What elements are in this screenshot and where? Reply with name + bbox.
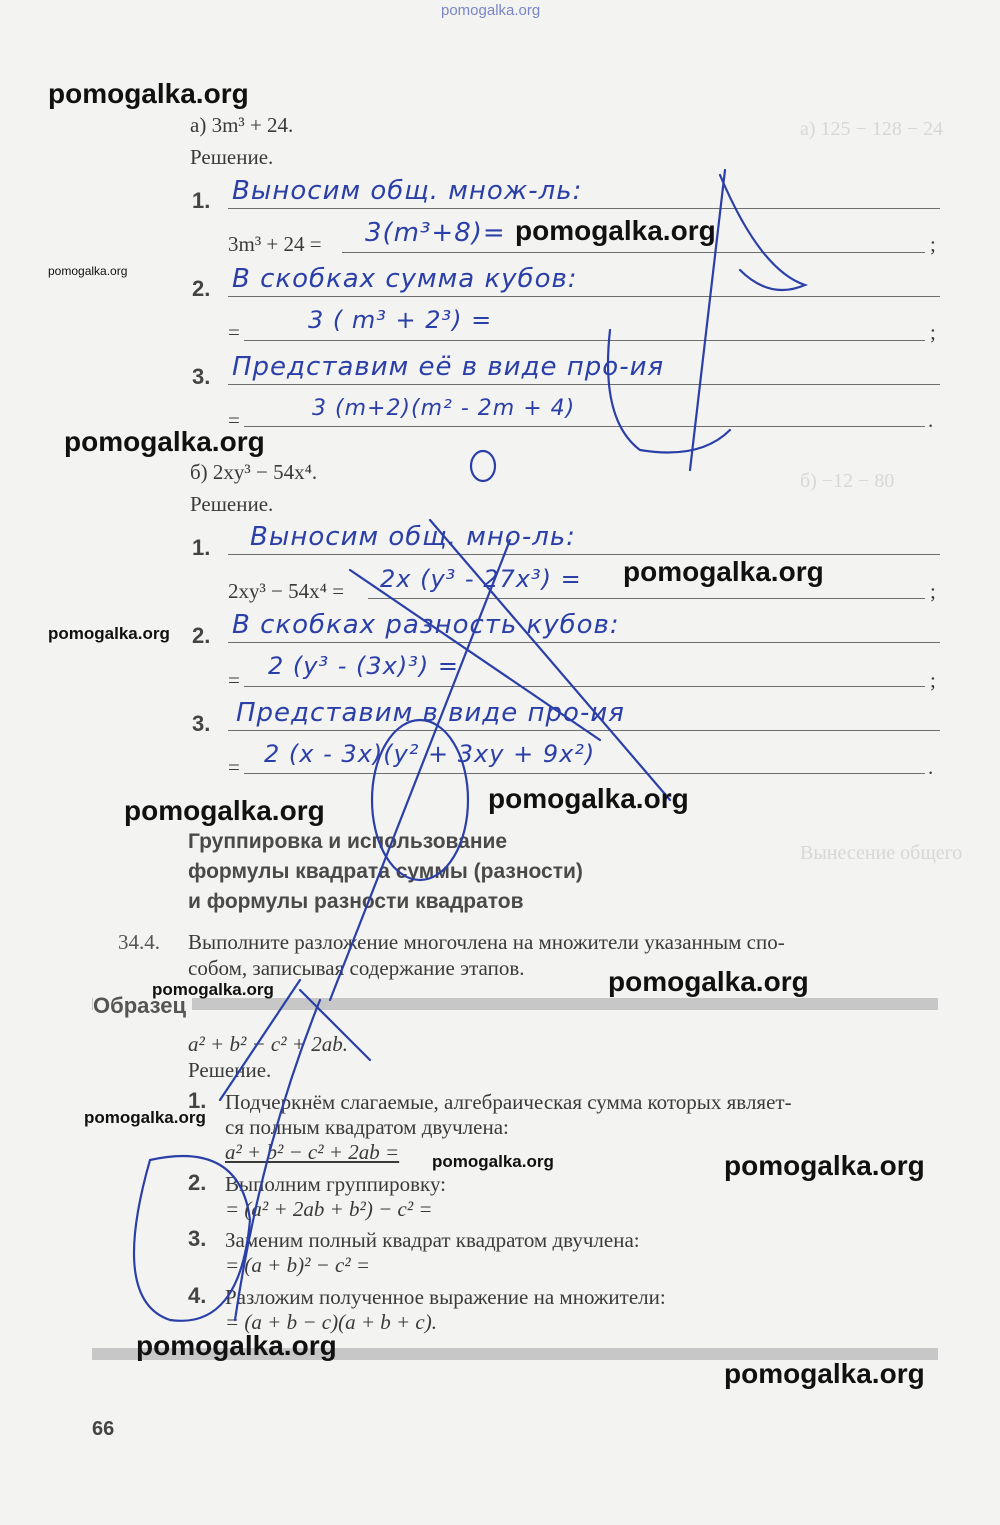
ink-long-stroke <box>235 1000 320 1320</box>
task-b-step2-number: 2. <box>192 623 211 648</box>
task-a-line2-handwriting: 3(m³+8)= <box>365 218 506 248</box>
watermark: pomogalka.org <box>432 1152 554 1171</box>
header-site-name: pomogalka.org <box>441 2 541 19</box>
ink-diagonal-stroke <box>350 570 600 740</box>
task-a-step2-handwriting: В скобках сумма кубов: <box>232 264 578 294</box>
task-b-line6-suffix: . <box>928 755 934 779</box>
section-heading-line3: и формулы разности квадратов <box>188 890 524 913</box>
sample-expression: a² + b² − c² + 2ab. <box>188 1032 348 1056</box>
watermark: pomogalka.org <box>64 426 265 457</box>
watermark: pomogalka.org <box>48 264 128 278</box>
sample-label: Образец <box>93 993 192 1019</box>
ink-arc-top <box>608 330 730 453</box>
task-b-line2-prefix: 2xy³ − 54x⁴ = <box>228 579 345 603</box>
sample-step4-line2: = (a + b − c)(a + b + c). <box>225 1310 437 1334</box>
sample-solution-label: Решение. <box>188 1058 272 1082</box>
exercise-number: 34.4. <box>118 930 160 954</box>
task-a-step3-handwriting: Представим её в виде про-ия <box>232 352 665 382</box>
bleed-through-text: Вынесение общего <box>800 842 963 864</box>
task-b-line4-prefix: = <box>228 668 240 692</box>
task-a-step1-handwriting: Выносим общ. множ-ль: <box>232 176 583 206</box>
watermark: pomogalka.org <box>608 966 809 997</box>
task-b-step3-number: 3. <box>192 711 211 736</box>
watermark: pomogalka.org <box>488 783 689 814</box>
sample-step1-number: 1. <box>188 1088 207 1113</box>
task-b-step1-number: 1. <box>192 535 211 560</box>
task-a-line2-prefix: 3m³ + 24 = <box>228 232 322 256</box>
task-b-line6-handwriting: 2 (x - 3x)(y² + 3xy + 9x²) <box>264 740 596 768</box>
sample-step3-line2: = (a + b)² − c² = <box>225 1253 371 1277</box>
exercise-text-line1: Выполните разложение многочлена на множители указанным спо- <box>188 930 785 954</box>
ink-circle-large <box>372 720 468 880</box>
task-a-title: а) 3m³ + 24. <box>190 113 294 137</box>
bleed-through-text: б) −12 − 80 <box>800 470 895 492</box>
task-a-line2-suffix: ; <box>930 232 936 256</box>
task-b-step1-handwriting: Выносим общ. мно-ль: <box>250 522 576 552</box>
watermark: pomogalka.org <box>724 1358 925 1389</box>
watermark: pomogalka.org <box>136 1330 337 1361</box>
sample-step2-number: 2. <box>188 1170 207 1195</box>
watermark: pomogalka.org <box>84 1108 206 1127</box>
task-a-line4-prefix: = <box>228 320 240 344</box>
task-b-title: б) 2xy³ − 54x⁴. <box>190 460 318 484</box>
bleed-through-text: а) 125 − 128 − 24 <box>800 118 944 140</box>
sample-step2-line1: Выполним группировку: <box>225 1172 447 1196</box>
ink-cross-stroke <box>330 540 510 1000</box>
sample-step4-line1: Разложим полученное выражение на множители: <box>225 1285 666 1309</box>
sample-step4-number: 4. <box>188 1283 207 1308</box>
ink-circle-small <box>471 451 495 481</box>
sample-step1-line1: Подчеркнём слагаемые, алгебраическая сумма которых являет- <box>225 1090 792 1114</box>
task-b-line4-suffix: ; <box>930 668 936 692</box>
task-b-line2-handwriting: 2x (y³ - 27x³) = <box>380 565 582 593</box>
task-b-line4-handwriting: 2 (y³ - (3x)³) = <box>268 652 459 680</box>
task-b-step2-handwriting: В скобках разность кубов: <box>232 610 620 640</box>
task-b-step3-handwriting: Представим в виде про-ия <box>236 698 625 728</box>
sample-step1-line3: a² + b² − c² + 2ab = <box>225 1140 400 1164</box>
task-a-line6-suffix: . <box>928 408 934 432</box>
task-a-line6-handwriting: 3 (m+2)(m² - 2m + 4) <box>312 396 576 421</box>
sample-step3-number: 3. <box>188 1226 207 1251</box>
watermark: pomogalka.org <box>724 1150 925 1181</box>
watermark: pomogalka.org <box>515 215 716 246</box>
exercise-text-line2: собом, записывая содержание этапов. <box>188 956 525 980</box>
watermark: pomogalka.org <box>623 556 824 587</box>
task-a-line6-prefix: = <box>228 408 240 432</box>
task-b-solution-label: Решение. <box>190 492 274 516</box>
task-a-step3-number: 3. <box>192 364 211 389</box>
task-a-solution-label: Решение. <box>190 145 274 169</box>
task-a-line4-suffix: ; <box>930 320 936 344</box>
sample-step1-line2: ся полным квадратом двучлена: <box>225 1115 509 1139</box>
task-b-line2-suffix: ; <box>930 579 936 603</box>
ink-loop-bottom <box>134 1156 250 1321</box>
sample-step3-line1: Заменим полный квадрат квадратом двучлена: <box>225 1228 640 1252</box>
task-b-line6-prefix: = <box>228 755 240 779</box>
watermark: pomogalka.org <box>48 78 249 109</box>
watermark: pomogalka.org <box>48 624 170 643</box>
task-a-line4-handwriting: 3 ( m³ + 2³) = <box>308 306 493 334</box>
ink-bracket-top <box>720 175 805 290</box>
section-heading-line2: формулы квадрата суммы (разности) <box>188 860 583 883</box>
section-heading-line1: Группировка и использование <box>188 830 508 853</box>
task-a-step1-number: 1. <box>192 188 211 213</box>
task-a-step2-number: 2. <box>192 276 211 301</box>
watermark: pomogalka.org <box>152 980 274 999</box>
sample-step2-line2: = (a² + 2ab + b²) − c² = <box>225 1197 433 1221</box>
page-number: 66 <box>92 1418 115 1440</box>
watermark: pomogalka.org <box>124 795 325 826</box>
